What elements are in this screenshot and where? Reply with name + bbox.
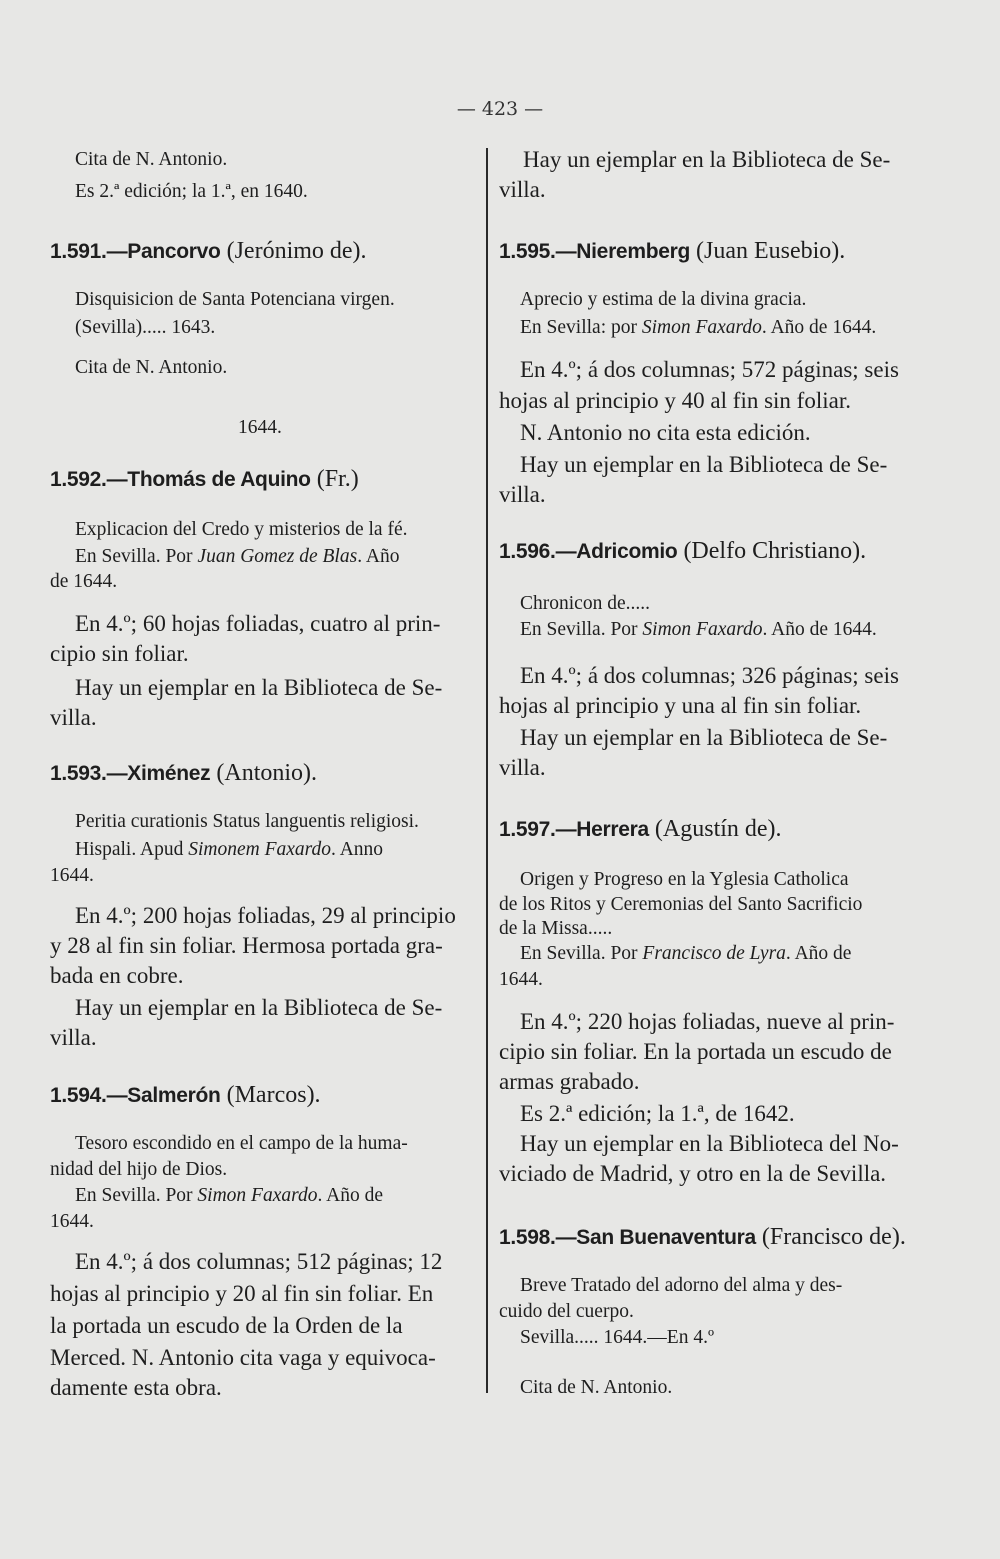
entry-heading-1597: 1.597.—Herrera (Agustín de). bbox=[499, 816, 782, 842]
entry-heading-1595: 1.595.—Nieremberg (Juan Eusebio). bbox=[499, 238, 846, 264]
text-line: En 4.º; 200 hojas foliadas, 29 al principio bbox=[75, 903, 456, 928]
text-line: Cita de N. Antonio. bbox=[75, 357, 228, 378]
text-line: Hay un ejemplar en la Biblioteca de Se- bbox=[523, 147, 891, 172]
text-line: En 4.º; á dos columnas; 512 páginas; 12 bbox=[75, 1249, 443, 1274]
text-line: Breve Tratado del adorno del alma y des- bbox=[520, 1275, 843, 1296]
text-line: Hay un ejemplar en la Biblioteca de Se- bbox=[75, 675, 443, 700]
text-line: cuido del cuerpo. bbox=[499, 1301, 634, 1322]
text-line: Aprecio y estima de la divina gracia. bbox=[520, 289, 807, 310]
text-line: En Sevilla: por Simon Faxardo. Año de 1644. bbox=[520, 317, 877, 338]
text-line: En Sevilla. Por Juan Gomez de Blas. Año bbox=[75, 546, 400, 567]
text-line: Peritia curationis Status languentis religiosi. bbox=[75, 811, 419, 832]
text-line: En 4.º; 60 hojas foliadas, cuatro al prin- bbox=[75, 611, 441, 636]
text-line: damente esta obra. bbox=[50, 1375, 222, 1400]
text-line: En 4.º; á dos columnas; 326 páginas; seis bbox=[520, 663, 899, 688]
text-line: Sevilla..... 1644.—En 4.º bbox=[520, 1327, 714, 1348]
text-line: villa. bbox=[50, 705, 97, 730]
text-line: N. Antonio no cita esta edición. bbox=[520, 420, 811, 445]
text-line: la portada un escudo de la Orden de la bbox=[50, 1313, 403, 1338]
text-line: Hispali. Apud Simonem Faxardo. Anno bbox=[75, 839, 384, 860]
text-line: Hay un ejemplar en la Biblioteca del No- bbox=[520, 1131, 899, 1156]
text-line: Explicacion del Credo y misterios de la fé. bbox=[75, 519, 408, 540]
text-line: de la Missa..... bbox=[499, 918, 613, 939]
entry-heading-1593: 1.593.—Ximénez (Antonio). bbox=[50, 760, 318, 786]
text-line: Chronicon de..... bbox=[520, 593, 650, 614]
text-line: En 4.º; á dos columnas; 572 páginas; seis bbox=[520, 357, 899, 382]
entry-heading-1591: 1.591.—Pancorvo (Jerónimo de). bbox=[50, 238, 367, 264]
text-line: Hay un ejemplar en la Biblioteca de Se- bbox=[75, 995, 443, 1020]
text-line: Origen y Progreso en la Yglesia Catholica bbox=[520, 869, 849, 890]
column-divider bbox=[486, 148, 488, 1393]
text-line: Cita de N. Antonio. bbox=[520, 1377, 673, 1398]
text-line: Cita de N. Antonio. bbox=[75, 149, 228, 170]
text-line: villa. bbox=[50, 1025, 97, 1050]
text-line: villa. bbox=[499, 177, 546, 202]
entry-heading-1594: 1.594.—Salmerón (Marcos). bbox=[50, 1082, 321, 1108]
text-line: (Sevilla)..... 1643. bbox=[75, 317, 216, 338]
text-line: hojas al principio y 40 al fin sin foliar. bbox=[499, 388, 851, 413]
text-line: nidad del hijo de Dios. bbox=[50, 1159, 228, 1180]
text-line: Disquisicion de Santa Potenciana virgen. bbox=[75, 289, 395, 310]
text-line: Hay un ejemplar en la Biblioteca de Se- bbox=[520, 452, 888, 477]
text-line: hojas al principio y 20 al fin sin foliar. En bbox=[50, 1281, 434, 1306]
text-line: armas grabado. bbox=[499, 1069, 640, 1094]
text-line: Hay un ejemplar en la Biblioteca de Se- bbox=[520, 725, 888, 750]
entry-heading-1596: 1.596.—Adricomio (Delfo Christiano). bbox=[499, 538, 867, 564]
text-line: Es 2.ª edición; la 1.ª, de 1642. bbox=[520, 1101, 795, 1126]
text-line: Es 2.ª edición; la 1.ª, en 1640. bbox=[75, 181, 308, 202]
text-line: 1644. bbox=[50, 865, 94, 886]
text-line: 1644. bbox=[499, 969, 543, 990]
text-line: viciado de Madrid, y otro en la de Sevilla. bbox=[499, 1161, 887, 1186]
text-line: bada en cobre. bbox=[50, 963, 184, 988]
text-line: En Sevilla. Por Francisco de Lyra. Año de bbox=[520, 943, 852, 964]
text-line: 1644. bbox=[50, 1211, 94, 1232]
text-line: de 1644. bbox=[50, 571, 118, 592]
entry-heading-1598: 1.598.—San Buenaventura (Francisco de). bbox=[499, 1224, 906, 1250]
text-line: villa. bbox=[499, 482, 546, 507]
text-line: cipio sin foliar. En la portada un escudo de bbox=[499, 1039, 892, 1064]
text-line: Merced. N. Antonio cita vaga y equivoca- bbox=[50, 1345, 436, 1370]
text-line: hojas al principio y una al fin sin foliar. bbox=[499, 693, 862, 718]
text-line: En Sevilla. Por Simon Faxardo. Año de bbox=[75, 1185, 384, 1206]
text-line: villa. bbox=[499, 755, 546, 780]
text-line: 1644. bbox=[238, 417, 282, 438]
text-line: cipio sin foliar. bbox=[50, 641, 189, 666]
text-line: Tesoro escondido en el campo de la huma- bbox=[75, 1133, 408, 1154]
page-number: — 423 — bbox=[456, 98, 544, 120]
text-line: En 4.º; 220 hojas foliadas, nueve al prin- bbox=[520, 1009, 895, 1034]
text-line: de los Ritos y Ceremonias del Santo Sacrificio bbox=[499, 894, 863, 915]
text-line: En Sevilla. Por Simon Faxardo. Año de 1644. bbox=[520, 619, 877, 640]
text-line: y 28 al fin sin foliar. Hermosa portada gra- bbox=[50, 933, 443, 958]
entry-heading-1592: 1.592.—Thomás de Aquino (Fr.) bbox=[50, 466, 359, 492]
